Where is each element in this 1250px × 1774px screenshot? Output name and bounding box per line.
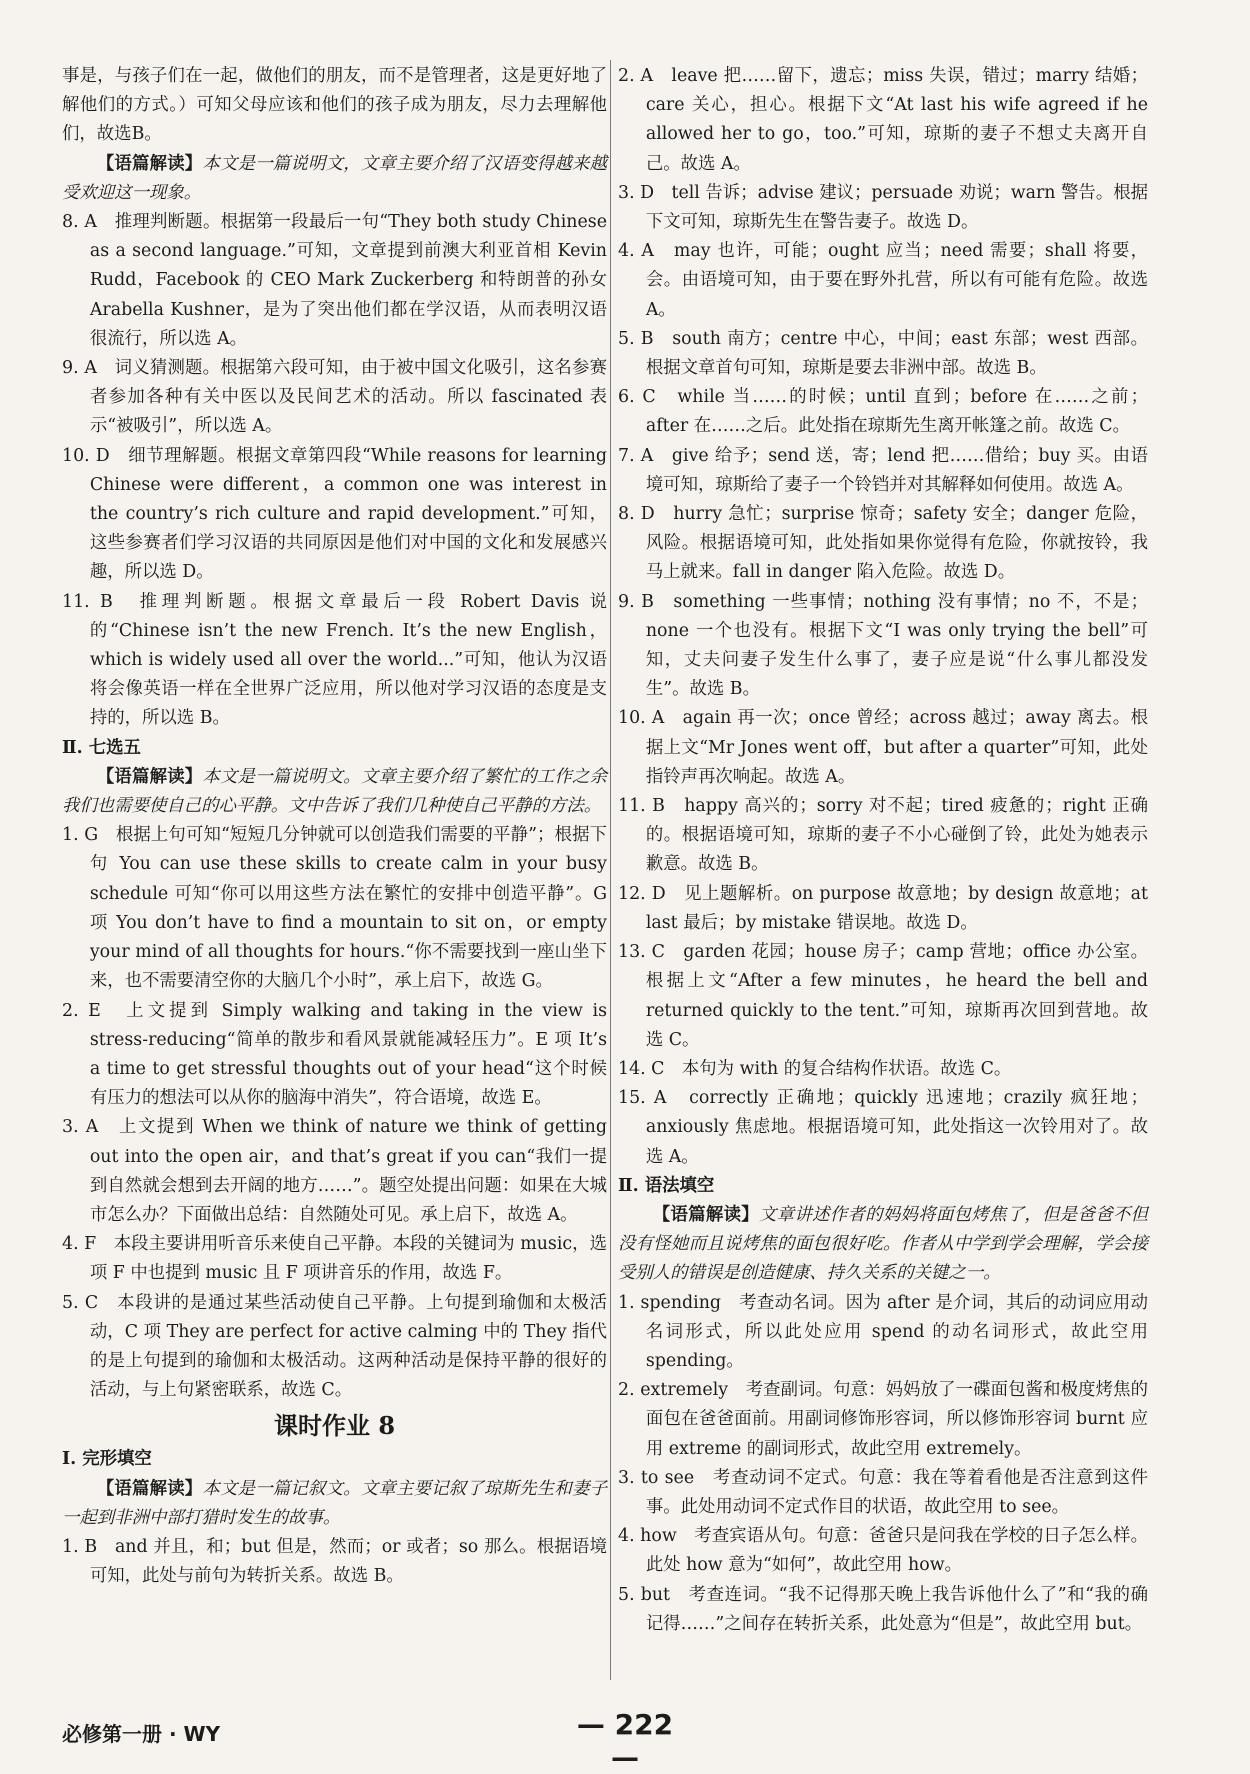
answer-item: 1. B and 并且，和；but 但是，然而；or 或者；so 那么。根据语境可知，此处与前句为转折关系。故选 B。	[62, 1536, 607, 1587]
answer-item: 5. but 考查连词。“我不记得那天晚上我告诉他什么了”和“我的确记得……”之间存在转折关系，此处意为“但是”，故此空用 but。	[618, 1584, 1148, 1634]
left-column	[62, 62, 607, 1591]
answer-item: 2. E 上文提到 Simply walking and taking in the view is stress-reducing“简单的散步和看风景就能减轻压力”。E 项 It’s a time to get stressful thoughts out of your head“这个时候有压力的想法可以从你的脑海中消失”，符合语境，故选 E。	[62, 1000, 607, 1109]
answer-item: 3. A 上文提到 When we think of nature we think of getting out into the open air，and that’s great if you can“我们一提到自然就会想到去开阔的地方……”。题空处提出问题：如果在大城市怎么办？下面做出总结：自然随处可见。承上启下，故选 A。	[62, 1117, 607, 1225]
reading-note-tag: 【语篇解读】	[96, 766, 203, 787]
answer-item: 11. B happy 高兴的；sorry 对不起；tired 疲惫的；right 正确的。根据语境可知，琼斯的妻子不小心碰倒了铃，此处为她表示歉意。故选 B。	[618, 796, 1148, 875]
answer-item: 5. C 本段讲的是通过某些活动使自己平静。上句提到瑜伽和太极活动，C 项 They are perfect for active calming 中的 They 指代的是上句提到的瑜伽和太极活动。这两种活动是保持平静的很好的活动，与上句紧密联系，故选 C。	[62, 1292, 607, 1401]
reading-note-tag: 【语篇解读】	[96, 153, 203, 174]
reading-note	[62, 1475, 607, 1533]
answer-item: 9. B something 一些事情；nothing 没有事情；no 不，不是；none 一个也没有。根据下文“I was only trying the bell”可知，丈夫问妻子发生什么事了，妻子应是说“什么事儿都没发生”。故选 B。	[618, 591, 1148, 700]
answer-item: 2. A leave 把……留下，遗忘；miss 失误，错过；marry 结婚；care 关心，担心。根据下文“At last his wife agreed if he allowed her to go，too.”可知，琼斯的妻子不想丈夫离开自己。故选 A。	[618, 66, 1148, 174]
answer-item: 2. extremely 考查副词。句意：妈妈放了一碟面包酱和极度烤焦的面包在爸爸面前。用副词修饰形容词，所以修饰形容词 burnt 应用 extreme 的副词形式，故此空用 extremely。	[618, 1380, 1148, 1459]
answer-item: 4. F 本段主要讲用听音乐来使自己平静。本段的关键词为 music，选项 F 中也提到 music 且 F 项讲音乐的作用，故选 F。	[62, 1234, 607, 1284]
reading-note-tag: 【语篇解读】	[96, 1478, 203, 1499]
answer-item: 6. C while 当……的时候；until 直到；before 在……之前；after 在……之后。此处指在琼斯先生离开帐篷之前。故选 C。	[618, 387, 1148, 437]
page-number: — 222 —	[576, 1708, 674, 1774]
answer-item: 1. spending 考查动名词。因为 after 是介词，其后的动词应用动名词形式，所以此处应用 spend 的动名词形式，故此空用 spending。	[618, 1292, 1148, 1371]
answer-item: 4. how 考查宾语从句。句意：爸爸只是问我在学校的日子怎么样。此处 how 意为“如何”，故此空用 how。	[618, 1526, 1148, 1576]
answer-item: 9. A 词义猜测题。根据第六段可知，由于被中国文化吸引，这名参赛者参加各种有关中医以及民间艺术的活动。所以 fascinated 表示“被吸引”，所以选 A。	[62, 358, 607, 437]
reading-note	[618, 1201, 1148, 1289]
answer-item: 13. C garden 花园；house 房子；camp 营地；office 办公室。根据上文“After a few minutes，he heard the bell and returned quickly to the tent.”可知，琼斯再次回到营地。故选 C。	[618, 942, 1148, 1050]
reading-note-text: 本文是一篇说明文。文章主要介绍了繁忙的工作之余我们也需要使自己的心平静。文中告诉了我们几种使自己平静的方法。	[62, 766, 607, 817]
answer-item: 12. D 见上题解析。on purpose 故意地；by design 故意地；at last 最后；by mistake 错误地。故选 D。	[618, 883, 1148, 933]
continued-paragraph: 事是，与孩子们在一起，做他们的朋友，而不是管理者，这是更好地了解他们的方式。）可知父母应该和他们的孩子成为朋友，尽力去理解他们，故选B。	[62, 66, 607, 145]
reading-note-text: 文章讲述作者的妈妈将面包烤焦了，但是爸爸不但没有怪她而且说烤焦的面包很好吃。作者从中学到学会理解，学会接受别人的错误是创造健康、持久关系的关键之一。	[618, 1204, 1148, 1284]
reading-note	[62, 150, 607, 208]
answer-item: 10. A again 再一次；once 曾经；across 越过；away 离去。根据上文“Mr Jones went off，but after a quarter”可知，此处指铃声再次响起。故选 A。	[618, 708, 1148, 787]
section-heading: Ⅱ. 七选五	[62, 737, 141, 758]
answer-item: 8. A 推理判断题。根据第一段最后一句“They both study Chinese as a second language.”可知，文章提到前澳大利亚首相 Kevin Rudd，Facebook 的 CEO Mark Zuckerberg 和特朗普的孙女 Arabella Kushner，是为了突出他们都在学汉语，从而表明汉语很流行，所以选 A。	[62, 212, 607, 349]
reading-note-text: 本文是一篇记叙文。文章主要记叙了琼斯先生和妻子一起到非洲中部打猎时发生的故事。	[62, 1478, 607, 1528]
reading-note-text: 本文是一篇说明文，文章主要介绍了汉语变得越来越受欢迎这一现象。	[62, 153, 607, 203]
answer-item: 1. G 根据上句可知“短短几分钟就可以创造我们需要的平静”；根据下句 You can use these skills to create calm in your busy schedule 可知“你可以用这些方法在繁忙的安排中创造平静”。G 项 You don’t have to find a mountain to sit on，or empty your mind of all thoughts for hours.“你不需要找到一座山坐下来，也不需要清空你的大脑几个小时”，承上启下，故选 G。	[62, 825, 607, 992]
lesson-title: 课时作业 8	[273, 1411, 396, 1441]
column-divider	[610, 60, 611, 1680]
answer-item: 3. to see 考查动词不定式。句意：我在等着看他是否注意到这件事。此处用动词不定式作目的状语，故此空用 to see。	[618, 1467, 1148, 1517]
section-heading: Ⅱ. 语法填空	[618, 1175, 715, 1196]
answer-item: 7. A give 给予；send 送，寄；lend 把……借给；buy 买。由语境可知，琼斯给了妻子一个铃铛并对其解释如何使用。故选 A。	[618, 445, 1148, 495]
answer-item: 15. A correctly 正确地；quickly 迅速地；crazily 疯狂地；anxiously 焦虑地。根据语境可知，此处指这一次铃用对了。故选 A。	[618, 1088, 1148, 1167]
answer-item: 5. B south 南方；centre 中心，中间；east 东部；west 西部。根据文章首句可知，琼斯是要去非洲中部。故选 B。	[618, 328, 1148, 379]
book-label: 必修第一册 · WY	[62, 1722, 221, 1746]
answer-item: 8. D hurry 急忙；surprise 惊奇；safety 安全；danger 危险，风险。根据语境可知，此处指如果你觉得有危险，你就按铃，我马上就来。fall in danger 陷入危险。故选 D。	[618, 504, 1148, 583]
section-heading: Ⅰ. 完形填空	[62, 1449, 152, 1470]
right-column	[618, 62, 1148, 1639]
answer-item: 10. D 细节理解题。根据文章第四段“While reasons for learning Chinese were different，a common one was interest in the country’s rich culture and rapid development.”可知，这些参赛者们学习汉语的共同原因是他们对中国的文化和发展感兴趣，所以选 D。	[62, 445, 607, 583]
answer-item: 14. C 本句为 with 的复合结构作状语。故选 C。	[618, 1058, 1012, 1079]
reading-note	[62, 763, 607, 821]
answer-item: 4. A may 也许，可能；ought 应当；need 需要；shall 将要，会。由语境可知，由于要在野外扎营，所以有可能有危险。故选 A。	[618, 241, 1148, 320]
answer-item: 3. D tell 告诉；advise 建议；persuade 劝说；warn 警告。根据下文可知，琼斯先生在警告妻子。故选 D。	[618, 182, 1148, 233]
answer-item: 11. B 推理判断题。根据文章最后一段 Robert Davis 说的“Chinese isn’t the new French. It’s the new English，which is widely used all over the world...”可知，他认为汉语将会像英语一样在全世界广泛应用，所以他对学习汉语的态度是支持的，所以选 B。	[62, 591, 607, 729]
reading-note-tag: 【语篇解读】	[652, 1204, 759, 1225]
